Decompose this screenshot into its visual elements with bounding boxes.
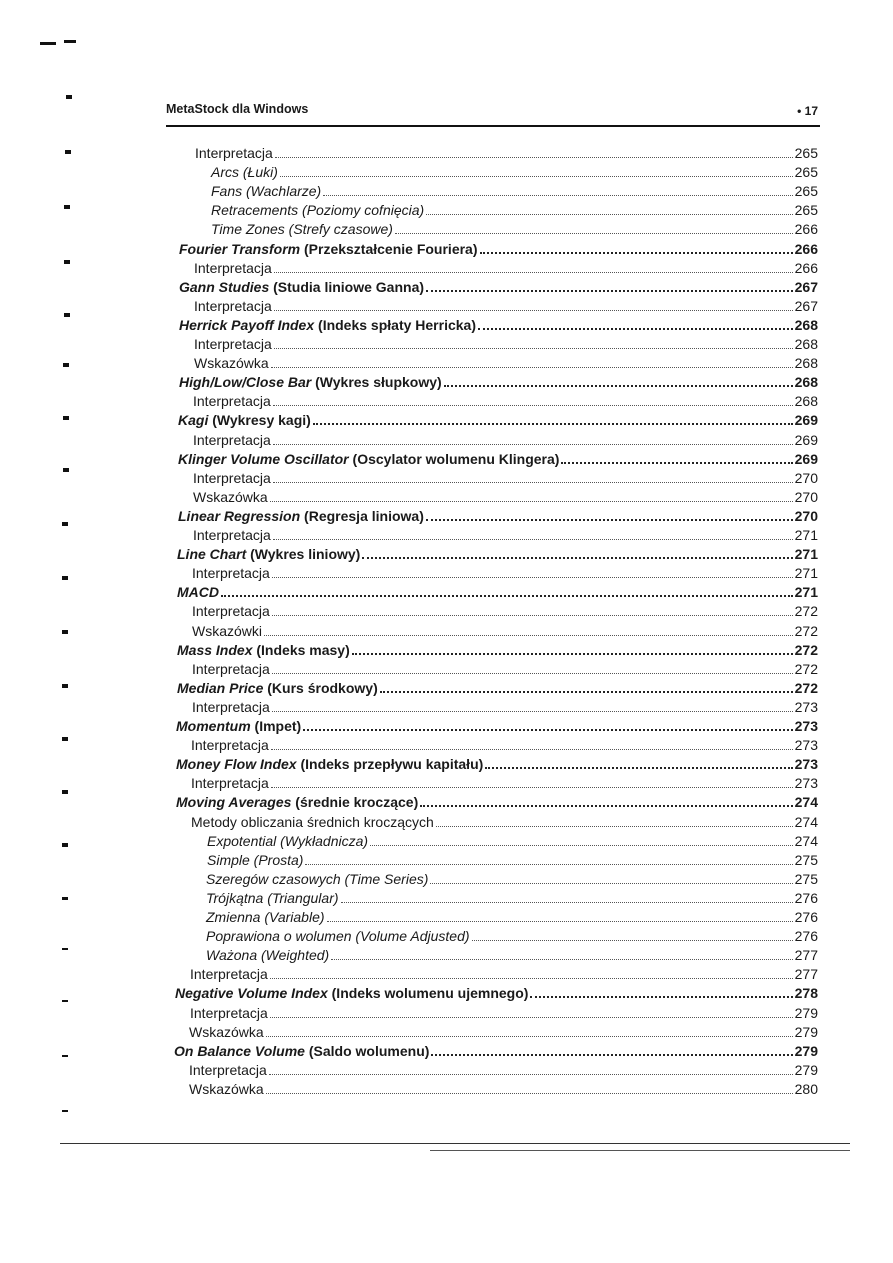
toc-leader-dots (426, 519, 793, 521)
toc-entry-title: Arcs (Łuki) (211, 164, 278, 180)
toc-leader-dots (472, 940, 793, 941)
toc-leader-dots (271, 749, 793, 750)
toc-entry-title: Interpretacja (192, 661, 270, 677)
toc-entry (192, 602, 818, 620)
toc-entry (206, 870, 818, 888)
toc-entry-title: Interpretacja (191, 737, 269, 753)
toc-page-number: 280 (794, 1081, 818, 1097)
toc-page-number: 276 (794, 928, 818, 944)
toc-entry-term: MACD (177, 584, 219, 600)
binding-mark (62, 948, 68, 950)
toc-page-number: 271 (794, 565, 818, 581)
toc-entry-title: Time Zones (Strefy czasowe) (211, 221, 393, 237)
toc-entry-term: Median Price (177, 680, 264, 696)
toc-entry-term: High/Low/Close Bar (179, 374, 312, 390)
toc-entry (206, 946, 818, 964)
toc-leader-dots (272, 577, 793, 578)
toc-entry (189, 1023, 818, 1041)
binding-mark (62, 790, 68, 794)
toc-entry (211, 163, 818, 181)
toc-entry-title: Wskazówki (192, 623, 263, 639)
toc-entry-translation: (Impet) (250, 718, 302, 734)
toc-page-number: 266 (794, 260, 818, 276)
toc-leader-dots (362, 557, 792, 559)
toc-page-number: 279 (794, 1005, 818, 1021)
binding-mark (62, 576, 68, 580)
running-header (166, 100, 818, 122)
toc-leader-dots (274, 310, 793, 311)
toc-entry-term: Moving Averages (176, 794, 292, 810)
toc-page-number: 272 (794, 603, 818, 619)
toc-entry-title: Retracements (Poziomy cofnięcia) (211, 202, 425, 218)
toc-entry-translation: (Indeks masy) (252, 642, 350, 658)
toc-entry-title: Poprawiona o wolumen (Volume Adjusted) (206, 928, 470, 944)
toc-entry-title: Interpretacja (189, 1062, 267, 1078)
toc-entry (178, 450, 818, 468)
binding-mark (62, 1000, 68, 1002)
toc-leader-dots (352, 653, 793, 655)
toc-entry-title (179, 241, 478, 258)
toc-entry-title: Wskazówka (193, 489, 268, 505)
toc-entry-translation: (Studia liniowe Ganna) (269, 279, 425, 295)
toc-entry-title: Wskazówka (189, 1081, 264, 1097)
binding-mark (64, 40, 76, 43)
toc-entry-term: Kagi (178, 412, 209, 428)
toc-entry (189, 1061, 818, 1079)
toc-entry (192, 660, 818, 678)
toc-entry (193, 469, 818, 487)
toc-entry (194, 259, 818, 277)
toc-leader-dots (272, 711, 793, 712)
toc-entry-translation: (Indeks wolumenu ujemnego) (327, 985, 529, 1001)
toc-entry-title (177, 642, 350, 659)
toc-entry (193, 431, 818, 449)
toc-entry (189, 1080, 818, 1098)
toc-entry-term: Gann Studies (179, 279, 270, 295)
toc-leader-dots (331, 959, 792, 960)
toc-leader-dots (327, 921, 793, 922)
binding-mark (62, 1110, 68, 1112)
toc-page-number: 267 (794, 279, 818, 295)
toc-entry (174, 1042, 818, 1060)
toc-entry-title: Wskazówka (194, 355, 269, 371)
toc-entry-title: Interpretacja (194, 260, 272, 276)
toc-entry (177, 545, 818, 563)
toc-leader-dots (273, 444, 793, 445)
toc-entry-translation: (Regresja liniowa) (300, 508, 424, 524)
header-page-number: • 17 (797, 104, 818, 118)
toc-leader-dots (266, 1036, 793, 1037)
toc-leader-dots (273, 482, 793, 483)
toc-entry (177, 641, 818, 659)
toc-page-number: 271 (794, 527, 818, 543)
footer-rule (430, 1150, 850, 1151)
toc-entry-title (177, 546, 360, 563)
toc-leader-dots (561, 462, 792, 464)
toc-entry-translation: (Oscylator wolumenu Klingera) (348, 451, 560, 467)
toc-page-number: 276 (794, 909, 818, 925)
toc-page-number: 266 (794, 221, 818, 237)
toc-page-number: 273 (794, 718, 818, 734)
toc-page-number: 269 (794, 432, 818, 448)
toc-page-number: 268 (794, 317, 818, 333)
toc-page-number: 276 (794, 890, 818, 906)
toc-page-number: 265 (794, 164, 818, 180)
toc-entry (206, 927, 818, 945)
toc-entry-title: Interpretacja (193, 393, 271, 409)
toc-entry (193, 526, 818, 544)
toc-page-number: 275 (794, 852, 818, 868)
toc-entry-translation: (średnie kroczące) (291, 794, 419, 810)
binding-mark (40, 42, 56, 45)
toc-entry-title (176, 794, 418, 811)
toc-entry (178, 411, 818, 429)
toc-entry-title (178, 451, 559, 468)
toc-entry-title (178, 508, 424, 525)
toc-page-number: 268 (794, 374, 818, 390)
toc-page-number: 269 (794, 451, 818, 467)
toc-leader-dots (480, 252, 793, 254)
toc-page-number: 273 (794, 775, 818, 791)
toc-leader-dots (430, 883, 792, 884)
toc-entry-title: Interpretacja (190, 966, 268, 982)
toc-entry-title (174, 1043, 429, 1060)
toc-page-number: 265 (794, 202, 818, 218)
toc-entry-title: Interpretacja (193, 470, 271, 486)
toc-page-number: 278 (794, 985, 818, 1001)
binding-mark (62, 843, 68, 847)
toc-leader-dots (270, 501, 793, 502)
toc-entry (176, 755, 818, 773)
toc-entry-title: Interpretacja (192, 699, 270, 715)
header-title: MetaStock dla Windows (166, 102, 309, 116)
toc-leader-dots (275, 157, 793, 158)
toc-page-number: 265 (794, 183, 818, 199)
toc-page-number: 272 (794, 661, 818, 677)
toc-entry-term: Linear Regression (178, 508, 301, 524)
toc-entry-term: Momentum (176, 718, 251, 734)
toc-leader-dots (436, 826, 793, 827)
toc-entry-term: Line Chart (177, 546, 247, 562)
toc-entry-title: Fans (Wachlarze) (211, 183, 322, 199)
toc-page-number: 279 (794, 1024, 818, 1040)
toc-page-number: 277 (794, 947, 818, 963)
toc-page-number: 273 (794, 699, 818, 715)
toc-entry-title: Simple (Prosta) (207, 852, 304, 868)
binding-mark (63, 363, 69, 367)
toc-entry-title (177, 680, 378, 697)
toc-entry (176, 793, 818, 811)
toc-entry-title: Wskazówka (189, 1024, 264, 1040)
toc-leader-dots (478, 328, 793, 330)
toc-entry-title (178, 412, 311, 429)
toc-entry-title: Trójkątna (Triangular) (206, 890, 339, 906)
toc-entry (211, 201, 818, 219)
toc-leader-dots (380, 691, 793, 693)
toc-entry-title: Interpretacja (192, 603, 270, 619)
toc-page-number: 274 (794, 814, 818, 830)
toc-page-number: 272 (794, 680, 818, 696)
toc-entry-translation: (Wykres słupkowy) (311, 374, 442, 390)
toc-leader-dots (280, 176, 793, 177)
toc-entry-term: Money Flow Index (176, 756, 297, 772)
toc-entry (179, 373, 818, 391)
toc-leader-dots (221, 595, 793, 597)
toc-leader-dots (530, 996, 792, 998)
toc-leader-dots (270, 978, 793, 979)
toc-entry-title: Interpretacja (190, 1005, 268, 1021)
toc-leader-dots (426, 214, 792, 215)
toc-page-number: 268 (794, 355, 818, 371)
toc-entry (195, 144, 818, 162)
toc-entry-translation: (Wykres liniowy) (246, 546, 361, 562)
toc-page-number: 274 (794, 794, 818, 810)
toc-page-number: 269 (794, 412, 818, 428)
toc-entry-title (177, 584, 219, 601)
binding-mark (62, 522, 68, 526)
toc-leader-dots (426, 290, 793, 292)
toc-page-number: 277 (794, 966, 818, 982)
toc-leader-dots (273, 539, 793, 540)
binding-mark (66, 95, 72, 99)
toc-entry-title: Ważona (Weighted) (206, 947, 330, 963)
toc-leader-dots (370, 845, 793, 846)
toc-page-number: 272 (794, 642, 818, 658)
binding-mark (65, 150, 71, 154)
toc-entry-translation: (Wykresy kagi) (208, 412, 311, 428)
toc-leader-dots (266, 1093, 793, 1094)
toc-entry-term: Herrick Payoff Index (179, 317, 315, 333)
toc-entry (191, 813, 818, 831)
toc-entry (179, 278, 818, 296)
toc-entry-translation: (Kurs środkowy) (263, 680, 378, 696)
toc-leader-dots (271, 367, 793, 368)
toc-entry (194, 335, 818, 353)
toc-leader-dots (420, 805, 792, 807)
toc-leader-dots (485, 767, 792, 769)
binding-mark (62, 897, 68, 900)
toc-entry (190, 965, 818, 983)
toc-entry (177, 583, 818, 601)
toc-leader-dots (323, 195, 792, 196)
toc-entry (193, 488, 818, 506)
toc-entry (211, 220, 818, 238)
toc-leader-dots (431, 1054, 792, 1056)
toc-leader-dots (269, 1074, 793, 1075)
toc-entry (178, 507, 818, 525)
toc-entry-title: Interpretacja (193, 432, 271, 448)
toc-entry (175, 984, 818, 1002)
toc-entry-title: Szeregów czasowych (Time Series) (206, 871, 429, 887)
toc-entry-title: Expotential (Wykładnicza) (207, 833, 369, 849)
toc-entry (192, 622, 818, 640)
footer-rule (60, 1143, 850, 1144)
toc-page-number: 271 (794, 584, 818, 600)
toc-entry-term: On Balance Volume (174, 1043, 305, 1059)
toc-leader-dots (264, 635, 793, 636)
toc-entry (179, 316, 818, 334)
toc-entry-title: Interpretacja (195, 145, 273, 161)
binding-mark (62, 630, 68, 634)
toc-entry (193, 392, 818, 410)
toc-leader-dots (305, 864, 792, 865)
toc-entry-translation: (Saldo wolumenu) (304, 1043, 430, 1059)
binding-mark (63, 416, 69, 420)
toc-entry-title: Zmienna (Variable) (206, 909, 325, 925)
binding-mark (64, 313, 70, 317)
toc-page-number: 266 (794, 241, 818, 257)
toc-entry (207, 851, 818, 869)
toc-entry-title: Interpretacja (193, 527, 271, 543)
toc-leader-dots (271, 787, 793, 788)
toc-page-number: 268 (794, 336, 818, 352)
toc-entry-title (175, 985, 528, 1002)
toc-entry-title (179, 317, 476, 334)
toc-leader-dots (270, 1017, 793, 1018)
toc-entry-term: Fourier Transform (179, 241, 301, 257)
toc-page-number: 273 (794, 756, 818, 772)
toc-leader-dots (313, 423, 793, 425)
toc-entry (192, 698, 818, 716)
toc-entry-term: Mass Index (177, 642, 253, 658)
toc-page-number: 279 (794, 1043, 818, 1059)
binding-mark (62, 737, 68, 741)
toc-entry-translation: (Indeks przepływu kapitału) (296, 756, 484, 772)
toc-entry-title (179, 279, 424, 296)
toc-entry-translation: (Przekształcenie Fouriera) (300, 241, 478, 257)
toc-entry-title: Interpretacja (194, 336, 272, 352)
toc-entry (194, 354, 818, 372)
toc-entry (179, 240, 818, 258)
binding-mark (64, 205, 70, 209)
toc-page-number: 271 (794, 546, 818, 562)
binding-mark (63, 468, 69, 472)
toc-leader-dots (273, 405, 793, 406)
toc-entry (194, 297, 818, 315)
toc-page-number: 279 (794, 1062, 818, 1078)
binding-mark (62, 1055, 68, 1057)
toc-leader-dots (272, 615, 793, 616)
toc-leader-dots (341, 902, 793, 903)
toc-entry (192, 564, 818, 582)
toc-entry-term: Negative Volume Index (175, 985, 328, 1001)
toc-page-number: 270 (794, 508, 818, 524)
binding-mark (62, 684, 68, 688)
toc-page-number: 267 (794, 298, 818, 314)
toc-leader-dots (395, 233, 793, 234)
toc-entry (211, 182, 818, 200)
toc-leader-dots (303, 729, 792, 731)
toc-entry-title (176, 756, 483, 773)
toc-entry (206, 908, 818, 926)
toc-leader-dots (272, 673, 793, 674)
toc-entry (176, 717, 818, 735)
toc-entry (177, 679, 818, 697)
toc-page-number: 274 (794, 833, 818, 849)
toc-entry-title: Interpretacja (194, 298, 272, 314)
toc-entry-term: Klinger Volume Oscillator (178, 451, 349, 467)
toc-page-number: 265 (794, 145, 818, 161)
binding-mark (64, 260, 70, 264)
toc-entry (207, 832, 818, 850)
toc-entry-title: Interpretacja (192, 565, 270, 581)
toc-entry-translation: (Indeks spłaty Herricka) (314, 317, 476, 333)
toc-entry-title: Metody obliczania średnich kroczących (191, 814, 434, 830)
toc-page-number: 273 (794, 737, 818, 753)
toc-page-number: 270 (794, 470, 818, 486)
toc-entry (190, 1004, 818, 1022)
toc-entry-title: Interpretacja (191, 775, 269, 791)
toc-entry (206, 889, 818, 907)
toc-page-number: 268 (794, 393, 818, 409)
toc-leader-dots (444, 385, 793, 387)
toc-entry (191, 736, 818, 754)
header-rule (166, 125, 820, 127)
toc-entry-title (176, 718, 301, 735)
toc-entry-title (179, 374, 442, 391)
toc-leader-dots (274, 272, 793, 273)
toc-leader-dots (274, 348, 793, 349)
toc-page-number: 270 (794, 489, 818, 505)
toc-page-number: 272 (794, 623, 818, 639)
toc-entry (191, 774, 818, 792)
toc-page-number: 275 (794, 871, 818, 887)
